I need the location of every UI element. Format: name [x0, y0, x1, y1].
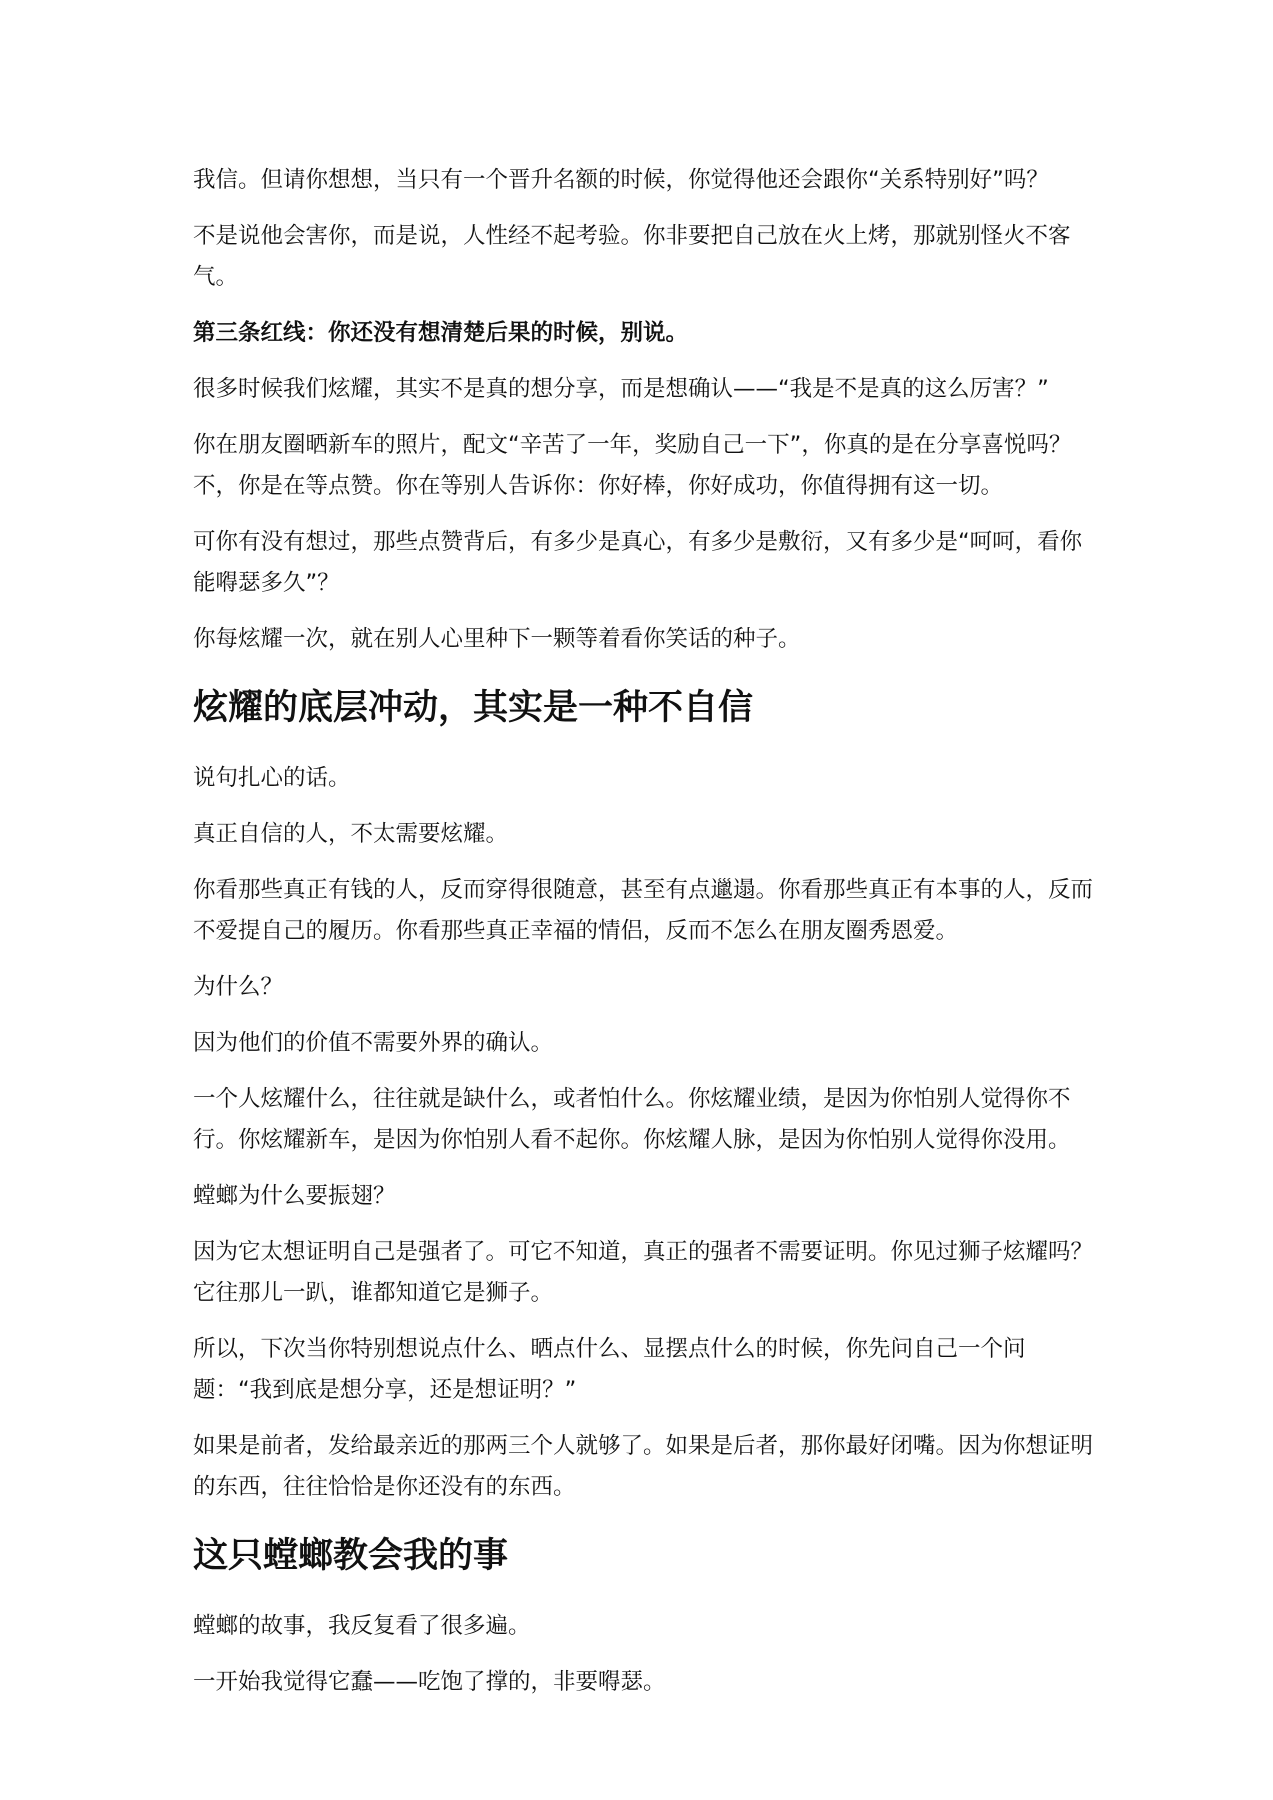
paragraph-share-or-prove: 所以，下次当你特别想说点什么、晒点什么、显摆点什么的时候，你先问自己一个问题：“我到底是想分享，还是想证明？” — [193, 1336, 1026, 1403]
paragraph-confident-people: 真正自信的人，不太需要炫耀。 — [193, 821, 509, 847]
paragraph-mantis-story: 螳螂的故事，我反复看了很多遍。 — [193, 1613, 531, 1639]
paragraph-value-confirmation: 因为他们的价值不需要外界的确认。 — [193, 1030, 554, 1056]
paragraph-seed-of-joke: 你每炫耀一次，就在别人心里种下一颗等着看你笑话的种子。 — [193, 626, 801, 652]
paragraph-first-thought: 一开始我觉得它蠢——吃饱了撑的，非要嘚瑟。 — [193, 1669, 666, 1695]
paragraph-lack-or-fear: 一个人炫耀什么，往往就是缺什么，或者怕什么。你炫耀业绩，是因为你怕别人觉得你不行。你炫耀新车，是因为你怕别人看不起你。你炫耀人脉，是因为你怕别人觉得你没用。 — [193, 1086, 1071, 1153]
paragraph-show-off-confirm: 很多时候我们炫耀，其实不是真的想分享，而是想确认——“我是不是真的这么厉害？” — [193, 376, 1049, 402]
paragraph-why: 为什么？ — [193, 974, 284, 1000]
paragraph-new-car-post: 你在朋友圈晒新车的照片，配文“辛苦了一年，奖励自己一下”，你真的是在分享喜悦吗？不，你是在等点赞。你在等别人告诉你：你好棒，你好成功，你值得拥有这一切。 — [193, 432, 1072, 499]
section-heading-insecurity: 炫耀的底层冲动，其实是一种不自信 — [193, 688, 754, 728]
document-page — [193, 160, 1093, 1718]
paragraph-rich-people: 你看那些真正有钱的人，反而穿得很随意，甚至有点邋遢。你看那些真正有本事的人，反而不爱提自己的履历。你看那些真正幸福的情侣，反而不怎么在朋友圈秀恩爱。 — [193, 877, 1094, 944]
paragraph-mantis-question: 螳螂为什么要振翅？ — [193, 1183, 396, 1209]
paragraph-promotion-question: 我信。但请你想想，当只有一个晋升名额的时候，你觉得他还会跟你“关系特别好”吗？ — [193, 167, 1049, 193]
paragraph-human-nature: 不是说他会害你，而是说，人性经不起考验。你非要把自己放在火上烤，那就别怪火不客气。 — [193, 223, 1071, 290]
red-line-three-heading: 第三条红线：你还没有想清楚后果的时候，别说。 — [193, 320, 689, 346]
paragraph-likes-behind: 可你有没有想过，那些点赞背后，有多少是真心，有多少是敷衍，又有多少是“呵呵，看你能嘚瑟多久”？ — [193, 529, 1083, 596]
paragraph-shut-up: 如果是前者，发给最亲近的那两三个人就够了。如果是后者，那你最好闭嘴。因为你想证明的东西，往往恰恰是你还没有的东西。 — [193, 1433, 1094, 1500]
section-heading-mantis-lesson: 这只螳螂教会我的事 — [193, 1536, 509, 1576]
paragraph-strong-no-proof: 因为它太想证明自己是强者了。可它不知道，真正的强者不需要证明。你见过狮子炫耀吗？它往那儿一趴，谁都知道它是狮子。 — [193, 1239, 1094, 1306]
paragraph-harsh-truth: 说句扎心的话。 — [193, 765, 351, 791]
